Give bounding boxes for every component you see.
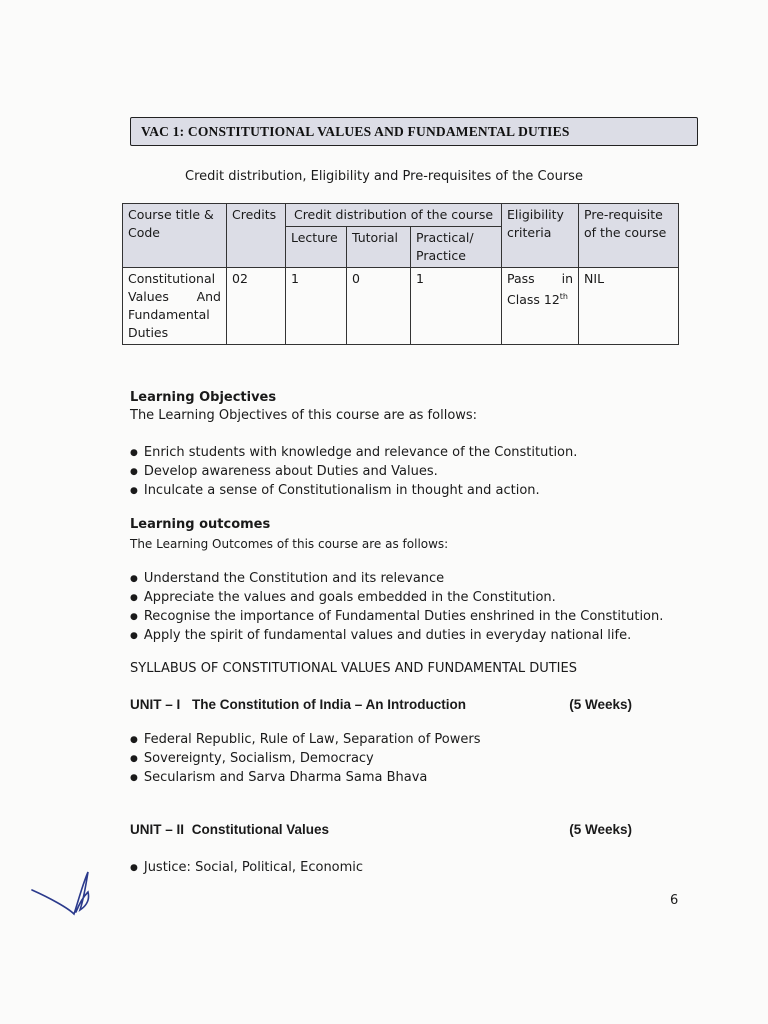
header-lecture: Lecture: [286, 227, 347, 268]
unit-1-label: UNIT – I: [130, 697, 181, 712]
cell-tutorial: 0: [347, 268, 411, 345]
list-item: ● Federal Republic, Rule of Law, Separation of Powers: [130, 731, 481, 750]
syllabus-heading: SYLLABUS OF CONSTITUTIONAL VALUES AND FUNDAMENTAL DUTIES: [130, 661, 577, 676]
header-course-title: Course title & Code: [123, 204, 227, 268]
unit-2-heading: [130, 822, 632, 837]
eligibility-in: in: [561, 271, 574, 286]
objectives-intro: The Learning Objectives of this course are as follows:: [130, 408, 478, 423]
list-item: ● Understand the Constitution and its relevance: [130, 570, 663, 589]
list-item: ● Secularism and Sarva Dharma Sama Bhava: [130, 769, 481, 788]
eligibility-class: Class 12: [507, 292, 560, 308]
list-item: ● Appreciate the values and goals embedded in the Constitution.: [130, 589, 663, 608]
unit-2-list: [130, 859, 363, 878]
eligibility-pass: Pass: [507, 271, 535, 286]
list-item: ● Apply the spirit of fundamental values and duties in everyday national life.: [130, 627, 663, 646]
page-number: 6: [670, 893, 679, 908]
objectives-heading: Learning Objectives: [130, 390, 277, 405]
header-prerequisite: Pre-requisite of the course: [579, 204, 679, 268]
outcomes-heading: Learning outcomes: [130, 517, 271, 532]
course-title-box: [130, 117, 698, 146]
signature-mark: [30, 862, 100, 922]
unit-2-title: Constitutional Values: [191, 822, 330, 837]
list-item: ● Sovereignty, Socialism, Democracy: [130, 750, 481, 769]
cell-prerequisite: NIL: [579, 268, 679, 345]
cell-practical: 1: [411, 268, 502, 345]
unit-1-heading: [130, 697, 632, 712]
list-item: ● Inculcate a sense of Constitutionalism in thought and action.: [130, 482, 577, 501]
unit-1-list: [130, 731, 481, 788]
header-practical: Practical/ Practice: [411, 227, 502, 268]
unit-2-weeks: (5 Weeks): [569, 822, 632, 837]
objectives-list: [130, 444, 577, 501]
unit-1-title: The Constitution of India – An Introduction: [192, 697, 466, 712]
course-title: VAC 1: CONSTITUTIONAL VALUES AND FUNDAMENTAL DUTIES: [141, 124, 570, 139]
list-item: ● Recognise the importance of Fundamental Duties enshrined in the Constitution.: [130, 608, 663, 627]
cell-credits: 02: [227, 268, 286, 345]
list-item: ● Justice: Social, Political, Economic: [130, 859, 363, 878]
cell-course: Constitutional Values And Fundamental Duties: [123, 268, 227, 345]
header-eligibility: Eligibility criteria: [502, 204, 579, 268]
header-credits: Credits: [227, 204, 286, 268]
credit-distribution-table: [122, 203, 679, 345]
header-tutorial: Tutorial: [347, 227, 411, 268]
table-caption: Credit distribution, Eligibility and Pre-requisites of the Course: [185, 169, 583, 184]
outcomes-intro: The Learning Outcomes of this course are as follows:: [130, 537, 449, 551]
cell-eligibility: [502, 268, 579, 345]
cell-lecture: 1: [286, 268, 347, 345]
list-item: ● Enrich students with knowledge and relevance of the Constitution.: [130, 444, 577, 463]
outcomes-list: [130, 570, 663, 646]
eligibility-sup: th: [559, 292, 569, 301]
unit-2-label: UNIT – II: [130, 822, 185, 837]
list-item: ● Develop awareness about Duties and Values.: [130, 463, 577, 482]
unit-1-weeks: (5 Weeks): [569, 697, 632, 712]
header-credit-distribution: Credit distribution of the course: [286, 204, 502, 227]
